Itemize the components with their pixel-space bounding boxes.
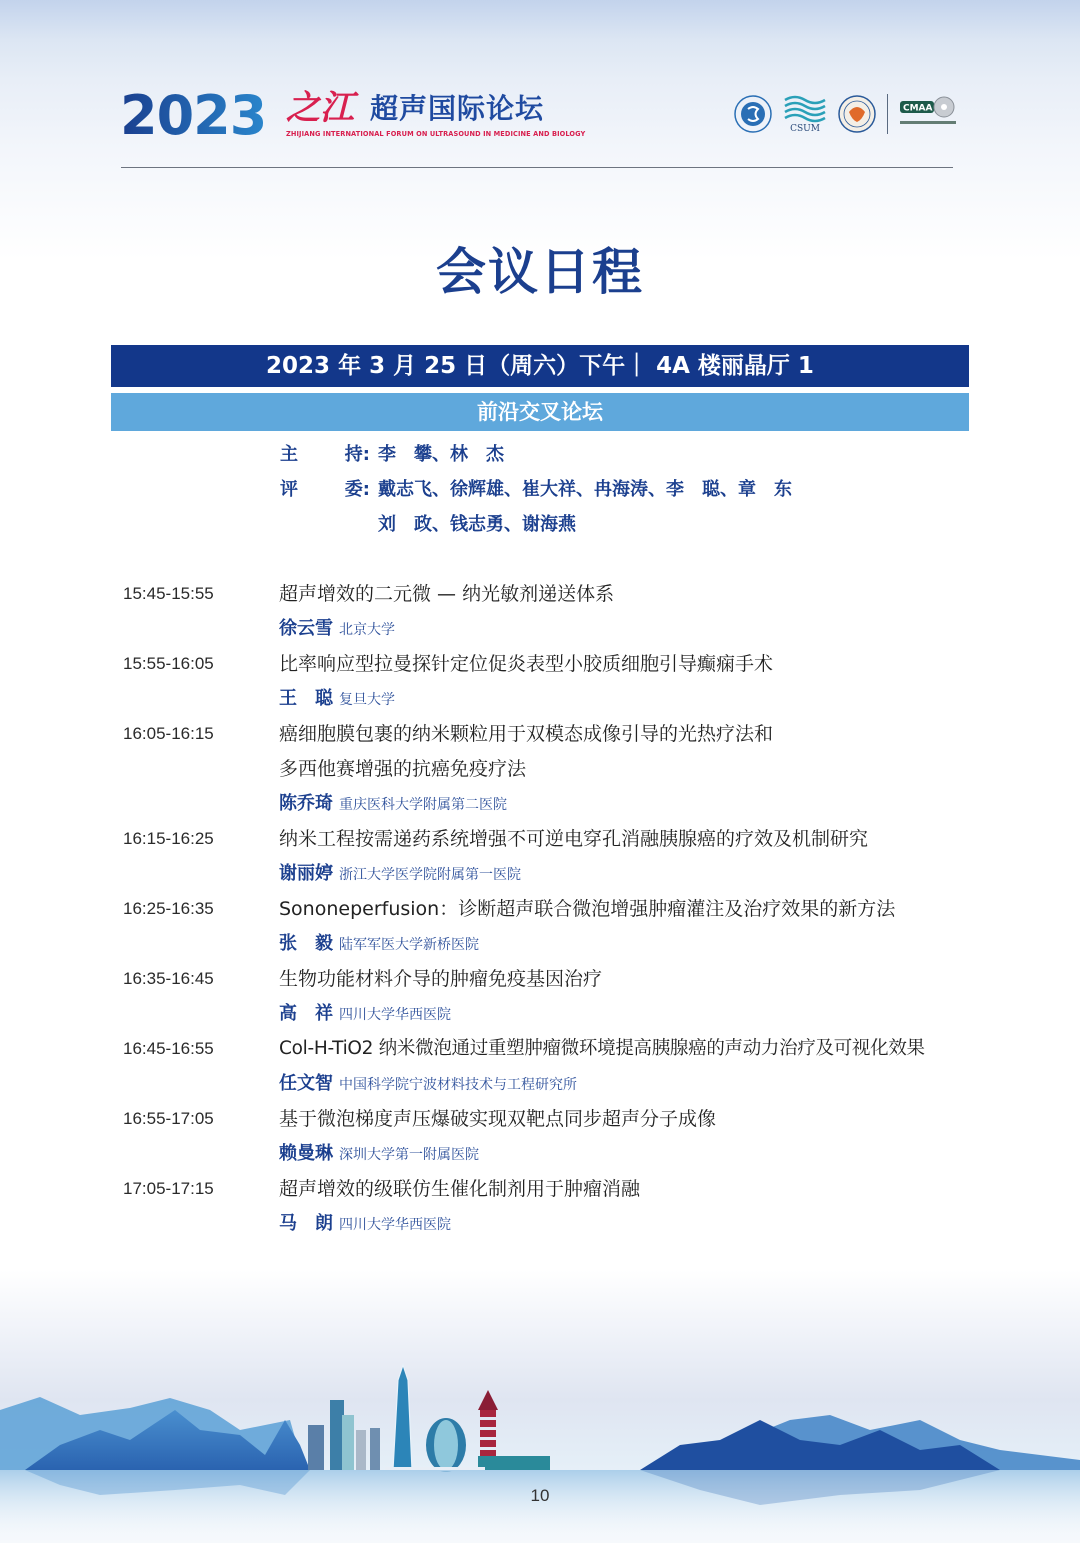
csum-logo (783, 94, 827, 134)
hosts-row (280, 440, 880, 475)
talk-topic: Col-H-TiO2 纳米微泡通过重塑肿瘤微环境提高胰腺癌的声动力治疗及可视化效果 (279, 1038, 925, 1059)
logo-title-en: ZHIJIANG INTERNATIONAL FORUM ON ULTRASOUND IN MEDICINE AND BIOLOGY (286, 130, 586, 138)
speaker-name: 马 朗 (279, 1213, 333, 1234)
speaker-affiliation: 陆军军医大学新桥医院 (339, 937, 479, 953)
talk-topic: 癌细胞膜包裹的纳米颗粒用于双模态成像引导的光热疗法和 (279, 723, 774, 745)
speaker-affiliation: 复旦大学 (339, 692, 395, 708)
session-date-venue-banner: 2023 年 3 月 25 日（周六）下午｜ 4A 楼丽晶厅 1 (111, 345, 969, 387)
time-slot: 16:25-16:35 (123, 899, 214, 918)
medical-society-emblem-logo (837, 94, 877, 134)
time-slot: 16:35-16:45 (123, 969, 214, 988)
forum-name-banner: 前沿交叉论坛 (111, 393, 969, 431)
time-slot: 17:05-17:15 (123, 1179, 214, 1198)
judges-row-continued (280, 510, 880, 545)
waves-icon (783, 94, 827, 124)
speaker-name: 徐云雪 (279, 618, 333, 639)
schedule-item (123, 578, 983, 648)
judges-row (280, 475, 880, 510)
speaker-affiliation: 四川大学华西医院 (339, 1217, 451, 1233)
speaker-name: 陈乔琦 (279, 793, 333, 814)
emblem-icon (837, 94, 877, 134)
talk-topic: Sononeperfusion：诊断超声联合微泡增强肿瘤灌注及治疗效果的新方法 (279, 898, 896, 920)
schedule-item (123, 893, 983, 963)
speaker-affiliation: 四川大学华西医院 (339, 1007, 451, 1023)
time-slot: 16:45-16:55 (123, 1039, 214, 1058)
schedule-item (123, 648, 983, 718)
speaker-affiliation: 浙江大学医学院附属第一医院 (339, 867, 521, 883)
page-title: 会议日程 (436, 243, 644, 301)
cmaa-disc-icon (898, 95, 958, 133)
time-slot: 16:15-16:25 (123, 829, 214, 848)
hosts-label: 主 持: (280, 444, 370, 465)
talk-topic-continued: 多西他赛增强的抗癌免疫疗法 (279, 758, 527, 780)
time-slot: 15:55-16:05 (123, 654, 214, 673)
schedule-item (123, 963, 983, 1033)
logo-title-cn: 超声国际论坛 (370, 92, 545, 125)
schedule-list (123, 578, 983, 1243)
speaker-name: 任文智 (279, 1073, 333, 1094)
talk-topic: 纳米工程按需递药系统增强不可逆电穿孔消融胰腺癌的疗效及机制研究 (279, 828, 869, 850)
talk-topic: 超声增效的二元微 — 纳光敏剂递送体系 (279, 583, 615, 605)
page-header (120, 86, 955, 146)
cmaa-logo (898, 95, 958, 133)
judges-names-line2: 刘 政、钱志勇、谢海燕 (378, 514, 576, 535)
time-slot: 16:55-17:05 (123, 1109, 214, 1128)
talk-topic: 生物功能材料介导的肿瘤免疫基因治疗 (279, 968, 603, 990)
speaker-name: 王 聪 (279, 688, 333, 709)
schedule-item (123, 1103, 983, 1173)
hosts-names: 李 攀、林 杰 (378, 444, 504, 465)
svg-text:CMAA: CMAA (903, 103, 933, 114)
speaker-name: 高 祥 (279, 1003, 333, 1024)
speaker-affiliation: 深圳大学第一附属医院 (339, 1147, 479, 1163)
speaker-name: 赖曼琳 (279, 1143, 333, 1164)
csum-label: CSUM (790, 124, 820, 134)
schedule-item (123, 1173, 983, 1243)
time-slot: 16:05-16:15 (123, 724, 214, 743)
zhejiang-medical-association-logo (733, 94, 773, 134)
talk-topic: 基于微泡梯度声压爆破实现双靶点同步超声分子成像 (279, 1108, 717, 1130)
logo-divider (887, 94, 888, 134)
schedule-item (123, 823, 983, 893)
talk-topic: 超声增效的级联仿生催化制剂用于肿瘤消融 (279, 1178, 641, 1200)
logo-calligraphy: 之江 (286, 88, 354, 128)
header-divider (121, 167, 953, 168)
page-number: 10 (530, 1486, 550, 1505)
speaker-name: 谢丽婷 (279, 863, 333, 884)
speaker-affiliation: 重庆医科大学附属第二医院 (339, 797, 507, 813)
time-slot: 15:45-15:55 (123, 584, 214, 603)
talk-topic: 比率响应型拉曼探针定位促炎表型小胶质细胞引导癫痫手术 (279, 653, 774, 675)
judges-label: 评 委: (280, 479, 370, 500)
logo-year: 2023 (120, 84, 267, 147)
speaker-affiliation: 北京大学 (339, 622, 395, 638)
speaker-affiliation: 中国科学院宁波材料技术与工程研究所 (339, 1077, 577, 1093)
schedule-item (123, 1033, 983, 1103)
speaker-name: 张 毅 (279, 933, 333, 954)
seal-icon (733, 94, 773, 134)
session-roles (280, 440, 880, 545)
partner-logos (733, 92, 958, 136)
judges-names-line1: 戴志飞、徐辉雄、崔大祥、冉海涛、李 聪、章 东 (378, 479, 792, 500)
schedule-item (123, 718, 983, 823)
